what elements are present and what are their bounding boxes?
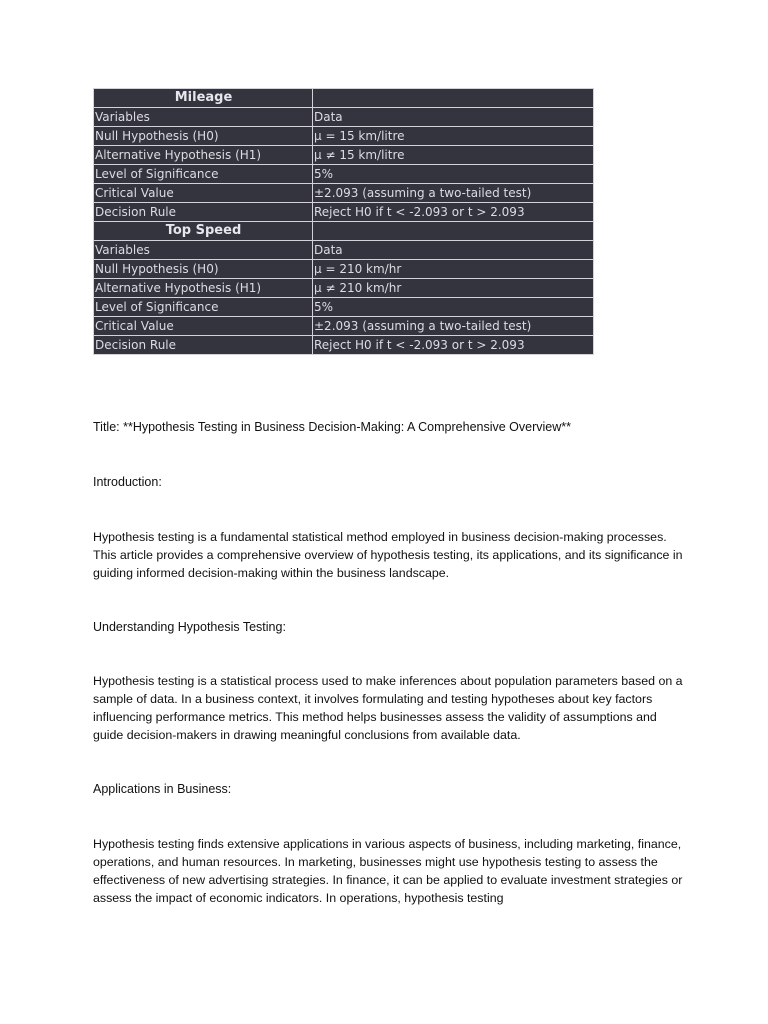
table-row [94, 298, 594, 317]
table-row [94, 127, 594, 146]
table-row [94, 336, 594, 355]
section-heading: Mileage [94, 89, 313, 108]
row-label: Null Hypothesis (H0) [94, 260, 313, 279]
understanding-paragraph: Hypothesis testing is a statistical process used to make inferences about population parameters based on a sample of data. In a business context, it involves formulating and testing hypotheses about key factors influencing performance metrics. This method helps businesses assess the validity of assumptions and guide decision-makers in drawing meaningful conclusions from available data. [93, 674, 683, 742]
row-label: Level of Significance [94, 298, 313, 317]
row-label: Decision Rule [94, 203, 313, 222]
table-row [94, 165, 594, 184]
row-label: Variables [94, 241, 313, 260]
table-row [94, 241, 594, 260]
understanding-heading: Understanding Hypothesis Testing: [93, 620, 286, 634]
table-row [94, 146, 594, 165]
table-row [94, 260, 594, 279]
intro-paragraph: Hypothesis testing is a fundamental statistical method employed in business decision-making processes. This article provides a comprehensive overview of hypothesis testing, its applications, and its significance in guiding informed decision-making within the business landscape. [93, 530, 683, 580]
row-label: Level of Significance [94, 165, 313, 184]
section-heading-blank [313, 222, 594, 241]
section-heading: Top Speed [94, 222, 313, 241]
table-row [94, 203, 594, 222]
document-title-line: Title: **Hypothesis Testing in Business Decision-Making: A Comprehensive Overview** [93, 420, 571, 434]
row-value: 5% [313, 165, 594, 184]
row-value: Data [313, 108, 594, 127]
row-value: Data [313, 241, 594, 260]
row-value: 5% [313, 298, 594, 317]
row-label: Alternative Hypothesis (H1) [94, 146, 313, 165]
row-label: Decision Rule [94, 336, 313, 355]
row-label: Null Hypothesis (H0) [94, 127, 313, 146]
applications-paragraph: Hypothesis testing finds extensive applications in various aspects of business, including marketing, finance, operations, and human resources. In marketing, businesses might use hypothesis testing to assess the effectiveness of new advertising strategies. In finance, it can be applied to evaluate investment strategies or assess the impact of economic indicators. In operations, hypothesis testing [93, 837, 683, 905]
row-value: ±2.093 (assuming a two-tailed test) [313, 317, 594, 336]
row-label: Variables [94, 108, 313, 127]
table-section-header-top-speed [94, 222, 594, 241]
intro-heading: Introduction: [93, 475, 162, 489]
row-value: μ = 210 km/hr [313, 260, 594, 279]
table-row [94, 184, 594, 203]
table-section-header-mileage [94, 89, 594, 108]
row-value: Reject H0 if t < -2.093 or t > 2.093 [313, 203, 594, 222]
applications-heading: Applications in Business: [93, 782, 232, 796]
table-row [94, 317, 594, 336]
row-value: μ = 15 km/litre [313, 127, 594, 146]
row-value: μ ≠ 210 km/hr [313, 279, 594, 298]
row-label: Alternative Hypothesis (H1) [94, 279, 313, 298]
hypothesis-table [93, 88, 594, 355]
row-value: ±2.093 (assuming a two-tailed test) [313, 184, 594, 203]
row-label: Critical Value [94, 317, 313, 336]
table-row [94, 108, 594, 127]
row-value: μ ≠ 15 km/litre [313, 146, 594, 165]
row-value: Reject H0 if t < -2.093 or t > 2.093 [313, 336, 594, 355]
section-heading-blank [313, 89, 594, 108]
row-label: Critical Value [94, 184, 313, 203]
table-row [94, 279, 594, 298]
